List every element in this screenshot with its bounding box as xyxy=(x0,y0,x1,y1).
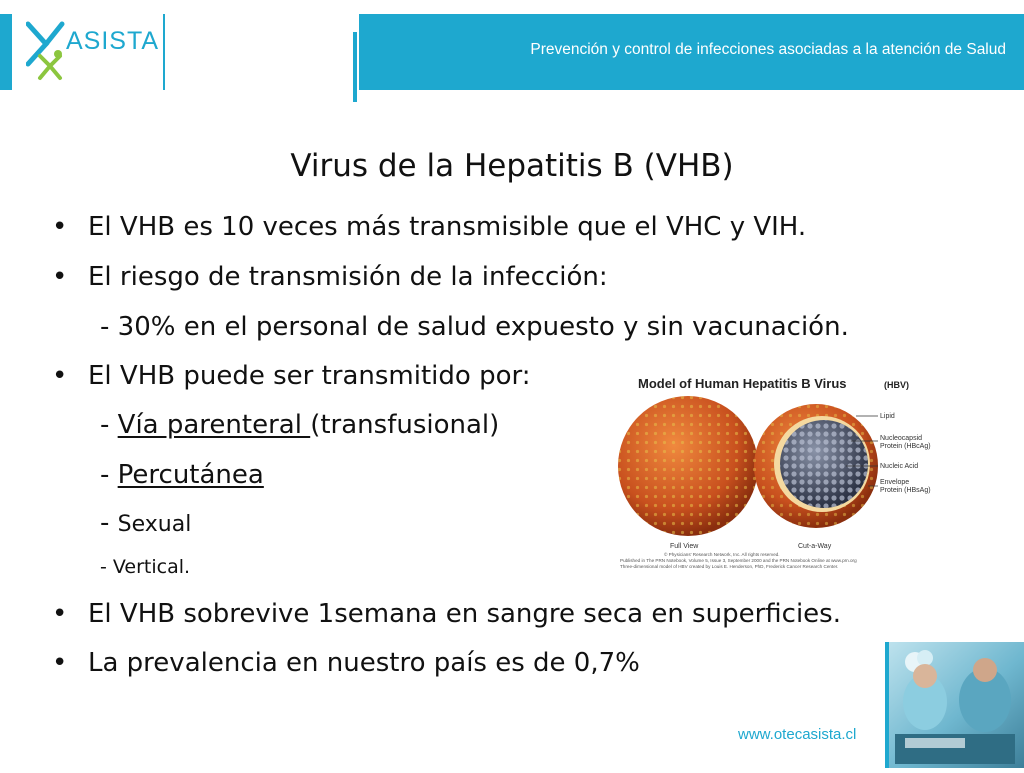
photo-stripe xyxy=(885,642,889,768)
bullet-text: El VHB es 10 veces más transmisible que el VHC y VIH. xyxy=(88,212,807,242)
sub-item-prefix: - xyxy=(100,508,118,538)
slide-title: Virus de la Hepatitis B (VHB) xyxy=(290,148,734,184)
figure-title: Model of Human Hepatitis B Virus xyxy=(638,376,847,391)
sub-item: - 30% en el personal de salud expuesto y sin vacunación. xyxy=(100,312,849,342)
sub-item-parenteral xyxy=(100,410,499,440)
bullet-text: El riesgo de transmisión de la infección: xyxy=(88,262,608,292)
sub-item-prefix: - xyxy=(100,460,118,490)
sub-item-percutanea xyxy=(100,460,264,490)
figure-credit-3: Three-dimensional model of HBV created by Louis E. Henderson, PhD, Frederick Cancer Research Center. xyxy=(620,564,839,569)
bullet-dot: • xyxy=(52,262,68,292)
header-left-stripe xyxy=(0,14,12,90)
label-full-view: Full View xyxy=(670,543,699,550)
underlined-term: Percutánea xyxy=(117,460,264,490)
website-link[interactable]: www.otecasista.cl xyxy=(738,726,857,743)
virus-full-view xyxy=(618,396,758,536)
label-lipid: Lipid xyxy=(880,413,895,420)
figure-credit-2: Published in The PRN Notebook, Volume 5, Issue 3, September 2000 and the PRN Notebook Online at www.prn.org xyxy=(620,558,857,563)
bullet-dot: • xyxy=(52,599,68,629)
company-logo xyxy=(26,16,160,86)
header-bar-tick xyxy=(353,32,357,102)
bullet-dot: • xyxy=(52,361,68,391)
bullet-dot: • xyxy=(52,648,68,678)
sub-item-vertical: - Vertical. xyxy=(100,556,191,578)
figure-credit-1: © Physicians' Research Network, Inc. All rights reserved. xyxy=(664,552,780,557)
surgery-photo xyxy=(885,642,1024,768)
sub-item-sexual xyxy=(100,508,191,538)
bullet-text: El VHB sobrevive 1semana en sangre seca en superficies. xyxy=(88,599,841,629)
bullet-text: La prevalencia en nuestro país es de 0,7% xyxy=(88,648,640,678)
header-bar xyxy=(359,14,1024,90)
label-nucleocapsid-protein: Protein (HBcAg) xyxy=(880,443,931,450)
label-nucleocapsid: Nucleocapsid xyxy=(880,435,923,442)
label-envelope: Envelope xyxy=(880,479,910,486)
sub-item-prefix: - xyxy=(100,410,118,440)
bullet-text: El VHB puede ser transmitido por: xyxy=(88,361,531,391)
logo-text: ASISTA xyxy=(66,27,160,55)
label-nucleic-acid: Nucleic Acid xyxy=(880,463,919,470)
figure-title-abbr: (HBV) xyxy=(884,380,909,390)
sub-item-rest: (transfusional) xyxy=(310,410,500,440)
header-tagline: Prevención y control de infecciones asociadas a la atención de Salud xyxy=(530,41,1006,58)
logo-figure-icon xyxy=(26,18,66,82)
underlined-term: Vía parenteral xyxy=(117,410,311,440)
hbv-model-figure xyxy=(606,366,962,572)
label-envelope-protein: Protein (HBsAg) xyxy=(880,487,931,494)
bullet-dot: • xyxy=(52,212,68,242)
sub-item-text: Sexual xyxy=(117,512,192,537)
header-separator xyxy=(163,14,165,90)
label-cut-away: Cut-a-Way xyxy=(798,543,832,550)
